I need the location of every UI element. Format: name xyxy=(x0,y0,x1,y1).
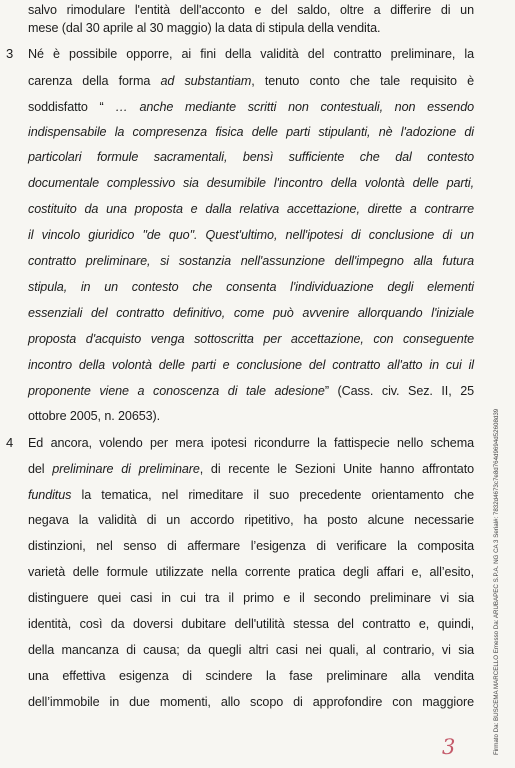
italic-text: proposta d'acquisto venga sottoscritta per accettazione, con conseguente xyxy=(28,332,474,346)
text-line xyxy=(28,487,474,503)
text-run: una effettiva esigenza di scindere la fase preliminare alla vendita xyxy=(28,669,474,683)
text-line xyxy=(28,46,474,62)
handwritten-page-number: 3 xyxy=(442,735,456,759)
italic-text: ad substantiam xyxy=(160,74,252,88)
text-run: distinzioni, nel senso di affermare l’esigenza di verificare la composita xyxy=(28,539,474,553)
text-line xyxy=(28,331,474,347)
italic-text: proponente viene a conoscenza di tale adesione xyxy=(28,384,325,398)
text-line xyxy=(28,642,474,658)
text-line xyxy=(28,227,474,243)
text-line xyxy=(28,305,474,321)
text-line xyxy=(28,564,474,580)
text-line xyxy=(28,124,474,140)
text-run: soddisfatto “ xyxy=(28,100,116,114)
italic-text: essenziali del contratto definitivo, come può avvenire allorquando l'iniziale xyxy=(28,306,474,320)
text-run: Ed ancora, volendo per mera ipotesi ricondurre la fattispecie nello schema xyxy=(28,436,474,450)
text-line xyxy=(28,20,474,36)
text-run: Né è possibile opporre, ai fini della validità del contratto preliminare, la xyxy=(28,47,474,61)
text-line xyxy=(28,668,474,684)
paragraph-number: 3 xyxy=(6,46,14,61)
text-line xyxy=(28,538,474,554)
text-run: negava la validità di un accordo ripetitivo, ha posto alcune necessarie xyxy=(28,513,474,527)
italic-text: stipula, in un contesto che consenta l'individuazione degli elementi xyxy=(28,280,474,294)
text-line xyxy=(28,408,474,424)
text-run: distinguere quei casi in cui tra il primo e il secondo preliminare vi sia xyxy=(28,591,474,605)
text-line xyxy=(28,616,474,632)
text-line xyxy=(28,694,474,710)
italic-text: preliminare di preliminare xyxy=(52,462,200,476)
text-run: ottobre 2005, n. 20653). xyxy=(28,409,161,423)
italic-text: … anche mediante scritti non contestuali, non essendo xyxy=(115,100,474,114)
paragraph-number: 4 xyxy=(6,435,14,450)
text-line xyxy=(28,461,474,477)
text-run: ” (Cass. civ. Sez. II, 25 xyxy=(324,384,474,398)
text-run: la tematica, nel rimeditare il suo precedente orientamento che xyxy=(71,488,474,502)
text-line xyxy=(28,175,474,191)
text-run: dell’immobile in due momenti, allo scopo di approfondire con maggiore xyxy=(28,695,474,709)
text-run: mese (dal 30 aprile al 30 maggio) la data di stipula della vendita. xyxy=(28,21,381,35)
text-line xyxy=(28,253,474,269)
text-run: della mancanza di causa; da quegli altri casi nei quali, al contrario, vi sia xyxy=(28,643,474,657)
digital-signature-note xyxy=(491,355,505,755)
text-run: del xyxy=(28,462,53,476)
text-run: salvo rimodulare l'entità dell'acconto e del saldo, oltre a differire di un xyxy=(28,3,474,17)
italic-text: contratto preliminare, si sostanzia nell'assunzione dell'impegno alla futura xyxy=(28,254,474,268)
text-line xyxy=(28,279,474,295)
text-run: carenza della forma xyxy=(28,74,161,88)
italic-text: documentale complessivo sia desumibile l'incontro della volontà delle parti, xyxy=(28,176,474,190)
italic-text: indispensabile la compresenza fisica delle parti stipulanti, nè l'adozione di xyxy=(28,125,474,139)
text-line xyxy=(28,590,474,606)
italic-text: incontro della volontà delle parti e conclusione del contratto all'atto in cui il xyxy=(28,358,474,372)
text-run: identità, così da doversi dubitare dell'utilità stessa del contratto e, quindi, xyxy=(28,617,474,631)
italic-text: il vincolo giuridico "de quo". Quest'ultimo, nell'ipotesi di conclusione di un xyxy=(28,228,474,242)
text-line xyxy=(28,73,474,89)
text-run: , tenuto conto che tale requisito è xyxy=(251,74,475,88)
text-line xyxy=(28,512,474,528)
signature-text: Firmato Da: BUSCEMA MARCELLO Emesso Da: ARUBAPEC S.P.A. NG CA 3 Serial#: 7832d4673c7e8d764d9694d52608d39 xyxy=(493,408,500,755)
italic-text: costituito da una proposta e dalla relativa accettazione, dirette a contrarre xyxy=(28,202,474,216)
text-line xyxy=(28,99,474,115)
text-line xyxy=(28,435,474,451)
italic-text: particolari formule sacramentali, bensì sufficiente che dal contesto xyxy=(28,150,474,164)
text-run: , di recente le Sezioni Unite hanno affrontato xyxy=(199,462,474,476)
text-run: varietà delle formule utilizzate nella corrente pratica degli affari e, all’esito, xyxy=(28,565,474,579)
text-line xyxy=(28,149,474,165)
text-line xyxy=(28,357,474,373)
text-line xyxy=(28,201,474,217)
text-line xyxy=(28,2,474,18)
text-line xyxy=(28,383,474,399)
italic-text: funditus xyxy=(28,488,72,502)
